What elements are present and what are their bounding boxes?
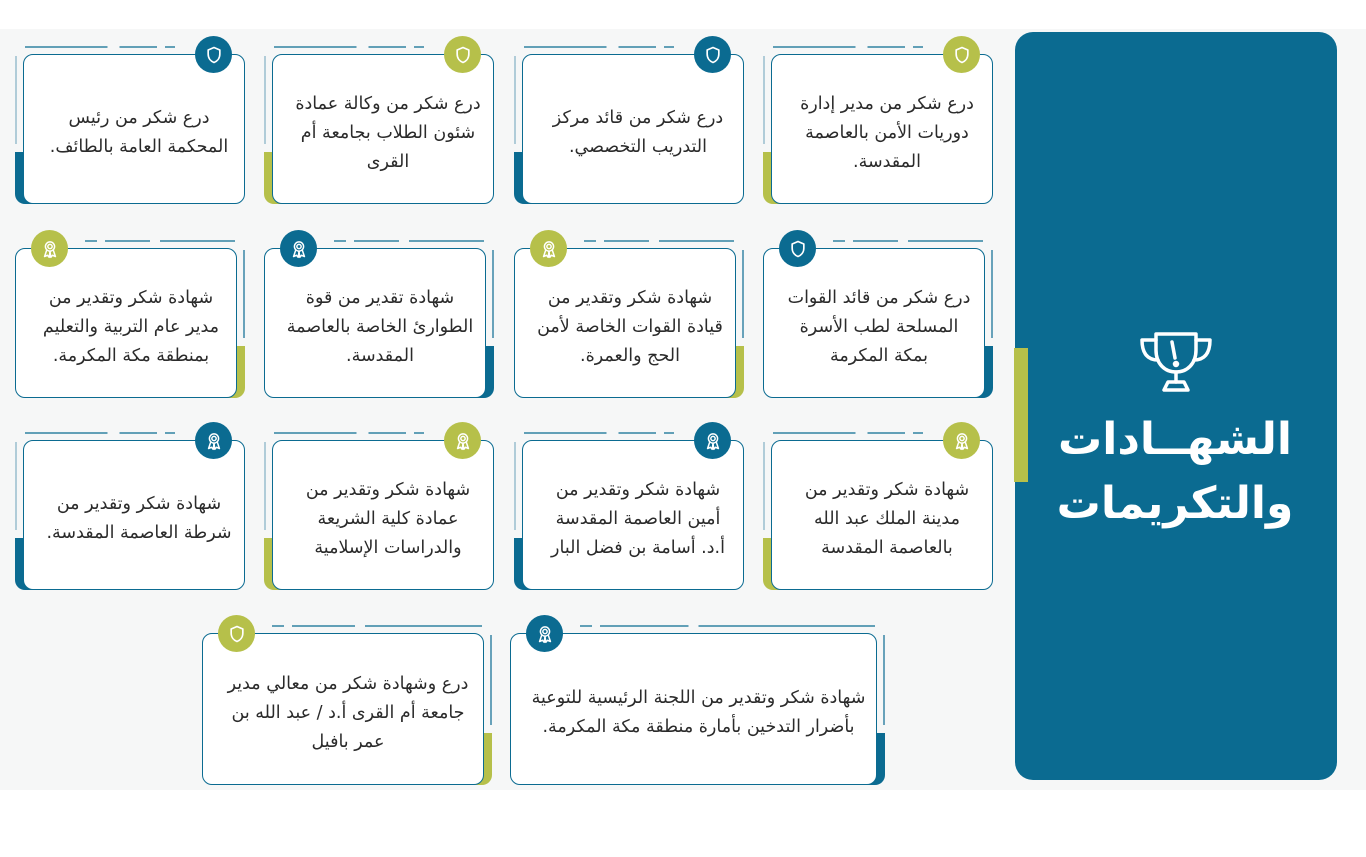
- card-box: [23, 440, 245, 590]
- award-ribbon-icon: [530, 230, 567, 267]
- certificate-text: [784, 263, 974, 391]
- certificate-text-label: شهادة شكر وتقدير من أمين العاصمة المقدسة أ.د. أسامة بن فضل البار: [551, 479, 725, 558]
- certificate-text: [223, 648, 473, 778]
- card-box: [522, 440, 744, 590]
- shield-icon: [195, 36, 232, 73]
- title-panel: [1015, 32, 1337, 780]
- certificate-card: [264, 432, 494, 590]
- card-box: [23, 54, 245, 204]
- certificate-card: [514, 432, 744, 590]
- certificate-text-label: درع وشهادة شكر من معالي مدير جامعة أم القرى أ.د / عبد الله بن عمر بافيل: [227, 673, 469, 752]
- certificate-text: [44, 69, 234, 197]
- certificate-text: [543, 455, 733, 583]
- certificate-text-label: درع شكر من قائد مركز التدريب التخصصي.: [552, 108, 724, 157]
- card-box: [763, 248, 985, 398]
- certificate-text: [285, 263, 475, 391]
- shield-icon: [943, 36, 980, 73]
- card-box: [15, 248, 237, 398]
- certificate-text: [792, 69, 982, 197]
- certificate-text-label: شهادة شكر وتقدير من قيادة القوات الخاصة لأمن الحج والعمرة.: [537, 287, 723, 366]
- card-box: [771, 440, 993, 590]
- certificate-text-label: درع شكر من قائد القوات المسلحة لطب الأسرة بمكة المكرمة: [787, 287, 971, 366]
- certificate-card: [763, 240, 993, 398]
- certificate-card: [15, 240, 245, 398]
- shield-icon: [694, 36, 731, 73]
- page-title-line-2: والتكريمات: [1056, 478, 1294, 529]
- certificate-card: [202, 625, 492, 785]
- card-box: [510, 633, 877, 785]
- certificate-text: [44, 455, 234, 583]
- page-title: [1040, 408, 1310, 536]
- certificate-card: [264, 240, 494, 398]
- title-panel-accent-bar: [1014, 348, 1028, 482]
- certificate-text: [531, 648, 866, 778]
- certificate-card: [510, 625, 885, 785]
- card-box: [264, 248, 486, 398]
- page-title-line-1: الشهــادات: [1058, 414, 1292, 465]
- certificate-card: [264, 46, 494, 204]
- shield-icon: [218, 615, 255, 652]
- card-box: [272, 54, 494, 204]
- card-box: [202, 633, 484, 785]
- award-ribbon-icon: [694, 422, 731, 459]
- trophy-icon: [1134, 328, 1218, 396]
- certificate-card: [763, 432, 993, 590]
- certificate-card: [514, 46, 744, 204]
- certificate-card: [15, 46, 245, 204]
- shield-icon: [444, 36, 481, 73]
- certificate-text-label: شهادة شكر وتقدير من عمادة كلية الشريعة والدراسات الإسلامية: [305, 479, 471, 558]
- certificate-text-label: شهادة شكر وتقدير من مدير عام التربية والتعليم بمنطقة مكة المكرمة.: [42, 287, 220, 366]
- certificate-text: [543, 69, 733, 197]
- certificate-text-label: درع شكر من مدير إدارة دوريات الأمن بالعاصمة المقدسة.: [800, 93, 974, 172]
- certificate-card: [514, 240, 744, 398]
- award-ribbon-icon: [943, 422, 980, 459]
- certificate-text-label: شهادة تقدير من قوة الطوارئ الخاصة بالعاصمة المقدسة.: [286, 287, 474, 366]
- award-ribbon-icon: [195, 422, 232, 459]
- shield-icon: [779, 230, 816, 267]
- certificate-card: [15, 432, 245, 590]
- certificate-text: [792, 455, 982, 583]
- certificate-text: [293, 69, 483, 197]
- award-ribbon-icon: [280, 230, 317, 267]
- certificate-text: [535, 263, 725, 391]
- certificate-text-label: شهادة شكر وتقدير من اللجنة الرئيسية للتوعية بأضرار التدخين بأمارة منطقة مكة المكرمة.: [531, 688, 866, 737]
- card-box: [272, 440, 494, 590]
- card-box: [514, 248, 736, 398]
- certificate-text: [36, 263, 226, 391]
- certificate-text-label: شهادة شكر وتقدير من شرطة العاصمة المقدسة.: [46, 494, 232, 543]
- award-ribbon-icon: [526, 615, 563, 652]
- award-ribbon-icon: [31, 230, 68, 267]
- certificate-card: [763, 46, 993, 204]
- certificate-text: [293, 455, 483, 583]
- certificate-text-label: درع شكر من وكالة عمادة شئون الطلاب بجامعة أم القرى: [295, 93, 481, 172]
- card-box: [522, 54, 744, 204]
- card-box: [771, 54, 993, 204]
- certificate-text-label: درع شكر من رئيس المحكمة العامة بالطائف.: [49, 108, 229, 157]
- award-ribbon-icon: [444, 422, 481, 459]
- certificate-text-label: شهادة شكر وتقدير من مدينة الملك عبد الله بالعاصمة المقدسة: [804, 479, 970, 558]
